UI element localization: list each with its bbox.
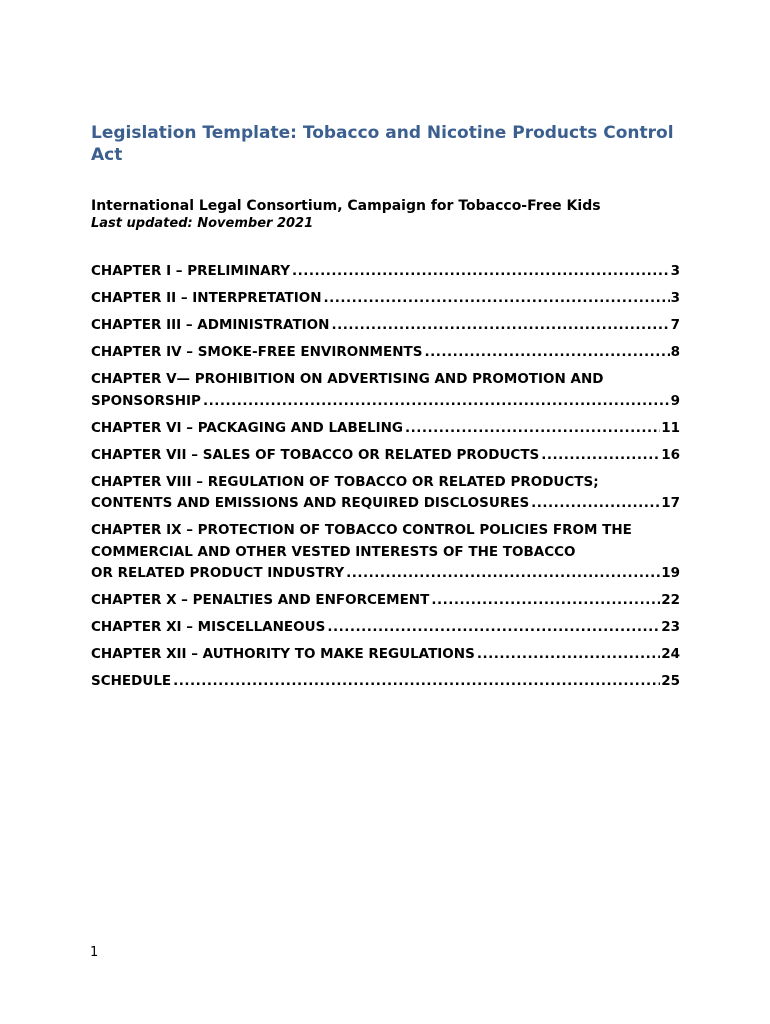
toc-entry-label: CHAPTER VII – SALES OF TOBACCO OR RELATED PRODUCTS — [91, 446, 540, 463]
toc-entry-page: 17 — [661, 495, 680, 511]
toc-entry-line — [91, 493, 680, 515]
toc-entry-label-lead: CHAPTER V— PROHIBITION ON ADVERTISING AND PROMOTION AND — [91, 371, 604, 387]
toc-dot-leader — [424, 342, 669, 364]
toc-entry-label: CHAPTER XII – AUTHORITY TO MAKE REGULATIONS — [91, 646, 475, 662]
toc-entry[interactable] — [91, 288, 680, 310]
toc-dot-leader — [477, 644, 660, 666]
toc-dot-leader — [203, 391, 670, 413]
toc-entry-page: 11 — [661, 419, 680, 436]
toc-entry-line — [91, 617, 680, 639]
toc-entry[interactable] — [91, 671, 680, 693]
toc-entry-page: 19 — [661, 565, 680, 581]
toc-entry[interactable] — [91, 342, 680, 364]
toc-entry-line — [91, 288, 680, 310]
toc-dot-leader — [173, 671, 660, 693]
toc-entry-label: CHAPTER XI – MISCELLANEOUS — [91, 619, 326, 635]
toc-entry[interactable] — [91, 590, 680, 612]
toc-entry-page: 16 — [661, 446, 680, 463]
toc-entry-label: CHAPTER VI – PACKAGING AND LABELING — [91, 419, 404, 436]
toc-entry-label-lead: CHAPTER IX – PROTECTION OF TOBACCO CONTROL POLICIES FROM THE COMMERCIAL AND OTHER VESTED INTERESTS OF THE TOBACCO — [91, 522, 632, 560]
toc-dot-leader — [324, 288, 670, 310]
toc-entry-page: 25 — [661, 673, 680, 689]
toc-entry-label: CHAPTER II – INTERPRETATION — [91, 290, 322, 306]
toc-dot-leader — [292, 261, 670, 283]
toc-entry-page: 8 — [670, 344, 680, 360]
toc-dot-leader — [531, 493, 660, 515]
toc-entry-page: 9 — [670, 392, 680, 409]
toc-dot-leader — [431, 590, 660, 612]
toc-entry-label: SPONSORSHIP — [91, 392, 201, 409]
toc-entry-line — [91, 342, 680, 364]
document-title: Legislation Template: Tobacco and Nicotine Products Control Act — [91, 123, 674, 165]
toc-entry-line — [91, 445, 680, 467]
toc-entry-page: 24 — [661, 646, 680, 662]
toc-entry-page: 3 — [670, 290, 680, 306]
toc-entry[interactable] — [91, 418, 680, 440]
table-of-contents — [91, 261, 680, 698]
toc-entry-line — [91, 644, 680, 666]
toc-entry-line — [91, 391, 680, 413]
toc-dot-leader — [541, 445, 660, 467]
toc-entry-line — [91, 671, 680, 693]
last-updated-line: Last updated: November 2021 — [91, 216, 314, 231]
toc-entry-line — [91, 261, 680, 283]
toc-entry-page: 3 — [670, 263, 680, 279]
toc-entry-page: 23 — [661, 619, 680, 635]
toc-entry[interactable] — [91, 315, 680, 337]
toc-entry-label: CHAPTER I – PRELIMINARY — [91, 263, 291, 279]
toc-dot-leader — [405, 418, 660, 440]
toc-entry[interactable] — [91, 644, 680, 666]
toc-entry-page: 7 — [670, 317, 680, 333]
toc-dot-leader — [346, 563, 660, 585]
toc-entry-label: CONTENTS AND EMISSIONS AND REQUIRED DISCLOSURES — [91, 495, 530, 511]
toc-entry-label: OR RELATED PRODUCT INDUSTRY — [91, 565, 345, 581]
toc-entry[interactable] — [91, 261, 680, 283]
toc-entry-label: CHAPTER III – ADMINISTRATION — [91, 317, 330, 333]
toc-entry-line — [91, 590, 680, 612]
toc-entry-label: CHAPTER IV – SMOKE-FREE ENVIRONMENTS — [91, 344, 423, 360]
toc-entry[interactable] — [91, 369, 680, 412]
toc-entry[interactable] — [91, 472, 680, 515]
toc-dot-leader — [331, 315, 669, 337]
organization-line: International Legal Consortium, Campaign for Tobacco-Free Kids — [91, 198, 601, 214]
toc-entry-line — [91, 418, 680, 440]
toc-entry[interactable] — [91, 520, 680, 585]
toc-dot-leader — [327, 617, 660, 639]
toc-entry-label: CHAPTER X – PENALTIES AND ENFORCEMENT — [91, 592, 430, 608]
toc-entry-label-lead: CHAPTER VIII – REGULATION OF TOBACCO OR RELATED PRODUCTS; — [91, 473, 599, 490]
toc-entry[interactable] — [91, 445, 680, 467]
toc-entry-line — [91, 563, 680, 585]
toc-entry-label: SCHEDULE — [91, 673, 172, 689]
toc-entry-line — [91, 315, 680, 337]
page-number: 1 — [90, 945, 99, 960]
toc-entry-page: 22 — [661, 592, 680, 608]
toc-entry[interactable] — [91, 617, 680, 639]
